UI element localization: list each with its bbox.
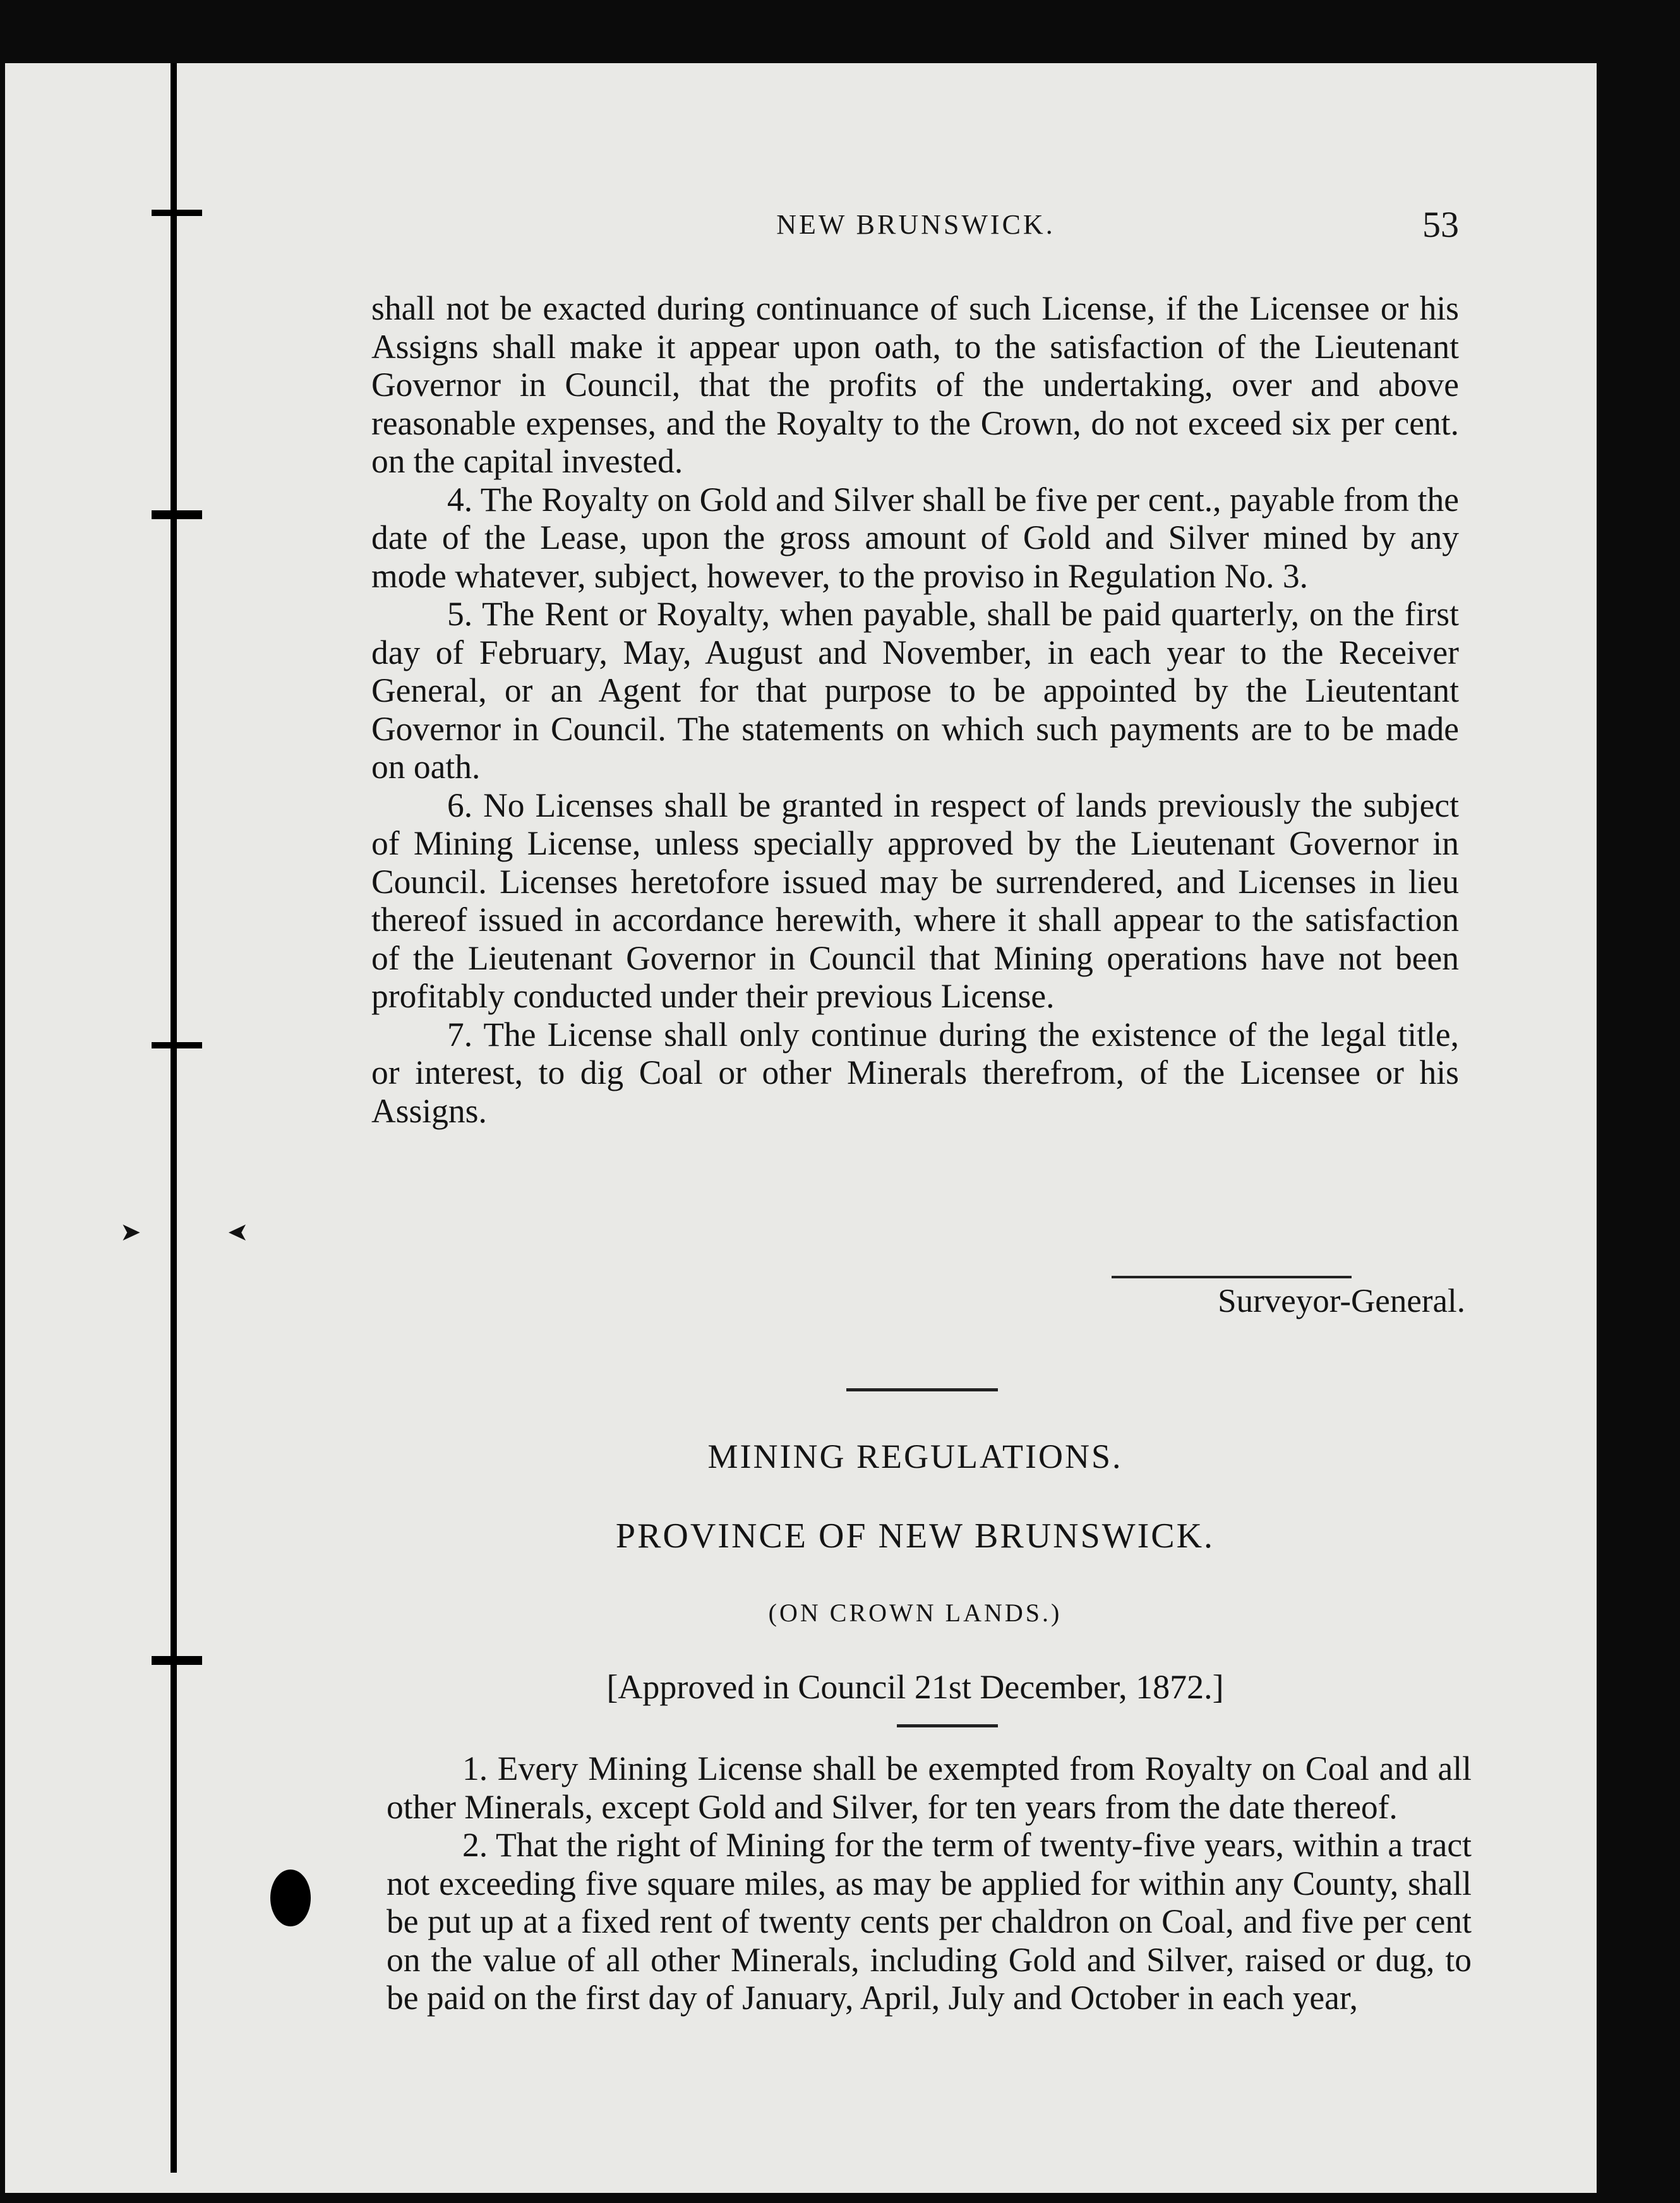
running-head: NEW BRUNSWICK. — [776, 209, 1055, 240]
short-divider — [897, 1724, 998, 1727]
section-divider — [846, 1388, 998, 1391]
paragraph: 5. The Rent or Royalty, when payable, shall be paid quarterly, on the first day of February, May, August and November, in each year to the Receiver General, or an Agent for that purpose to be appointed by the Lieutentant Governor in Council. The statements on which such payments are to be made on oath. — [371, 595, 1459, 786]
binding-tick — [152, 1656, 202, 1665]
left-arrow-icon: ➤ — [120, 1218, 141, 1247]
approval-date: [Approved in Council 21st December, 1872.] — [606, 1668, 1224, 1706]
regulations-text — [387, 1750, 1472, 2017]
page-number: 53 — [1422, 204, 1459, 245]
binding-tick — [152, 510, 202, 519]
regulation-item: 1. Every Mining License shall be exempted from Royalty on Coal and all other Minerals, except Gold and Silver, for ten years from the date thereof. — [387, 1750, 1472, 1826]
signature-rule — [1112, 1276, 1352, 1278]
paragraph: shall not be exacted during continuance of such License, if the Licensee or his Assigns shall make it appear upon oath, to the satisfaction of the Lieutenant Governor in Council, that the profits of the undertaking, over and above reasonable expenses, and the Royalty to the Crown, do not exceed six per cent. on the capital invested. — [371, 289, 1459, 480]
paragraph: 7. The License shall only continue during the existence of the legal title, or interest, to dig Coal or other Minerals therefrom, of the Licensee or his Assigns. — [371, 1015, 1459, 1130]
section-subtitle: PROVINCE OF NEW BRUNSWICK. — [615, 1516, 1215, 1556]
binding-line — [171, 63, 177, 2173]
signature: Surveyor-General. — [1218, 1283, 1465, 1319]
page-header — [373, 204, 1459, 259]
right-arrow-icon: ➤ — [227, 1218, 249, 1247]
binding-tick — [152, 210, 202, 216]
ink-blot — [270, 1870, 311, 1926]
regulation-item: 2. That the right of Mining for the term of twenty-five years, within a tract not exceeding five square miles, as may be applied for within any County, shall be put up at a fixed rent of twenty cents per chaldron on Coal, and five per cent on the value of all other Minerals, including Gold and Silver, raised or dug, to be paid on the first day of January, April, July and October in each year, — [387, 1826, 1472, 2017]
section-title: MINING REGULATIONS. — [707, 1438, 1123, 1475]
paragraph: 6. No Licenses shall be granted in respect of lands previously the subject of Mining License, unless specially approved by the Lieutenant Governor in Council. Licenses heretofore issued may be surrendered, and Licenses in lieu thereof issued in accordance herewith, where it shall appear to the satisfaction of the Lieutenant Governor in Council that Mining operations have not been profitably conducted under their previous License. — [371, 786, 1459, 1015]
section-qualifier: (ON CROWN LANDS.) — [768, 1599, 1062, 1627]
paragraph: 4. The Royalty on Gold and Silver shall be five per cent., payable from the date of the Lease, upon the gross amount of Gold and Silver mined by any mode whatever, subject, however, to the proviso in Regulation No. 3. — [371, 480, 1459, 595]
continuation-text — [371, 289, 1459, 1130]
binding-tick — [152, 1042, 202, 1048]
